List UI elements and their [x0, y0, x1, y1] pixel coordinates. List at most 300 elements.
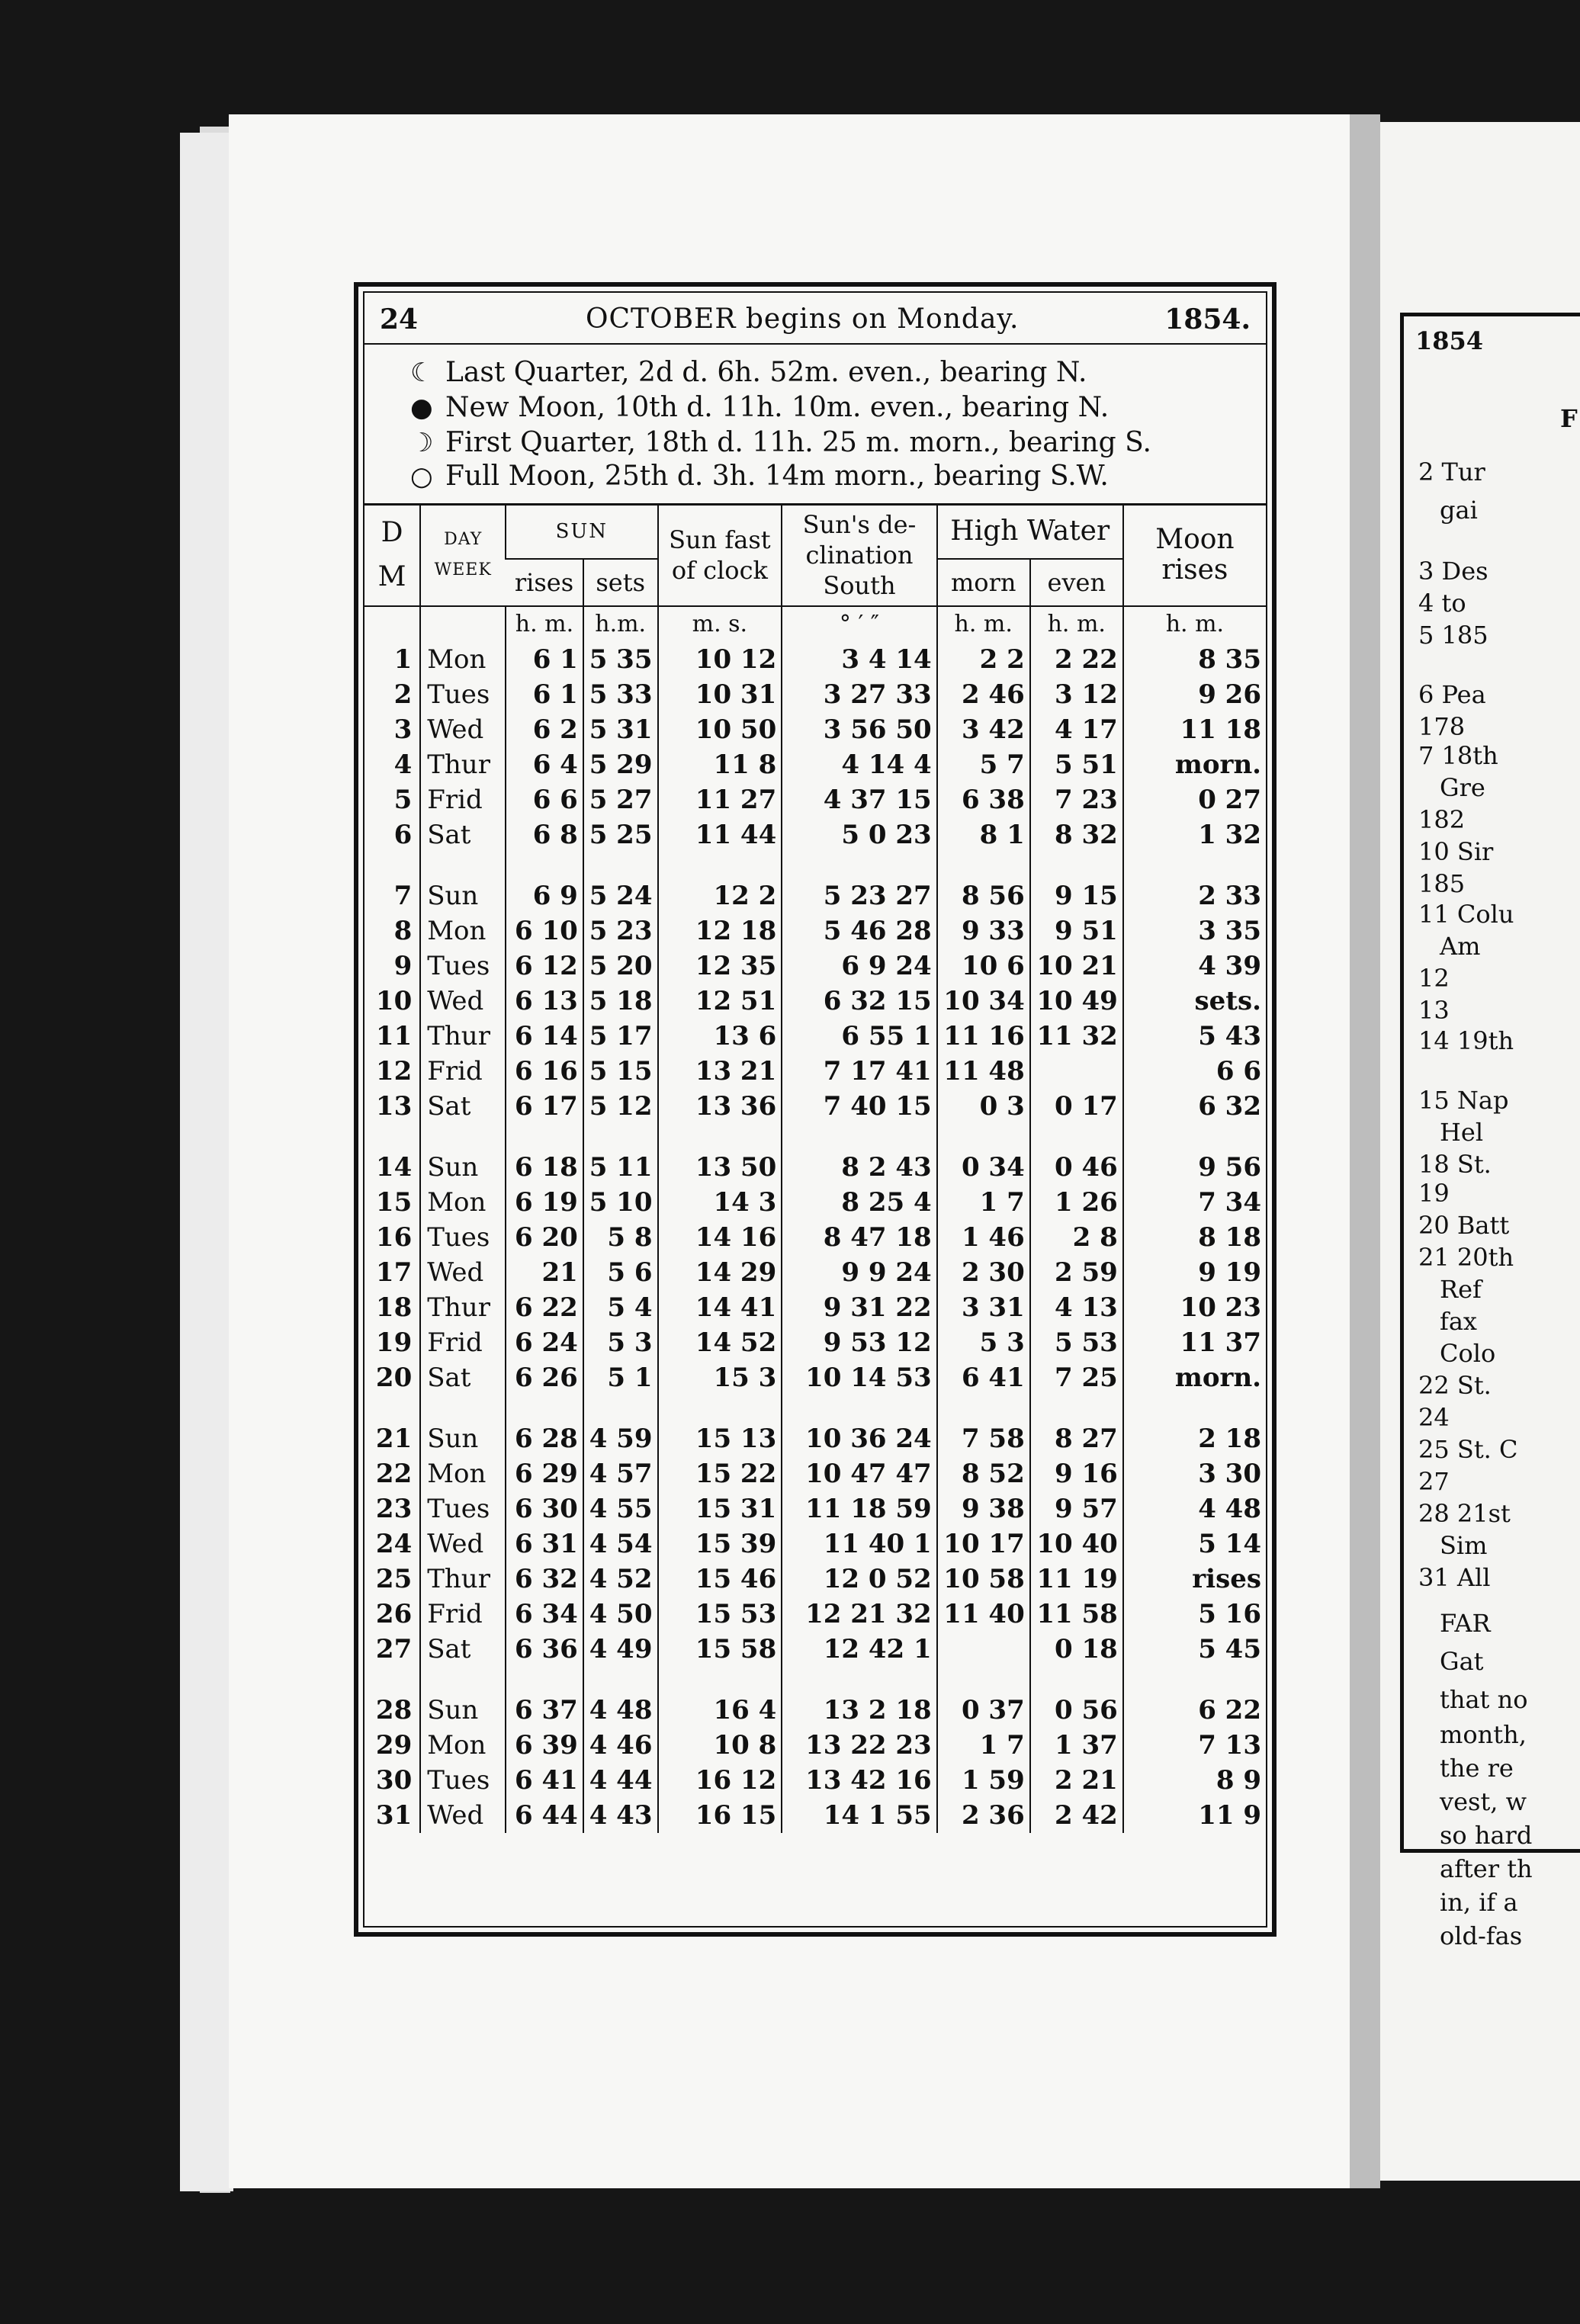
right-page-line: 27 [1418, 1467, 1450, 1496]
units-even: h. m. [1030, 606, 1123, 642]
sun-fast-cell: 11 8 [658, 747, 782, 782]
moon-rises-cell: 9 26 [1123, 677, 1266, 712]
right-page-line: so hard [1440, 1821, 1533, 1850]
col-moon-rises-header: Moon rises [1123, 505, 1266, 606]
gap-cell [420, 1124, 506, 1150]
table-row [364, 747, 1266, 782]
moon-rises-cell: 5 14 [1123, 1526, 1266, 1562]
sun-rises-cell: 21 [506, 1255, 583, 1290]
declination-cell: 6 55 1 [782, 1019, 936, 1054]
gap-cell [937, 1124, 1030, 1150]
day-of-month-cell: 4 [393, 750, 413, 780]
day-of-week-cell: Tues [420, 677, 506, 712]
sun-fast-cell: 13 50 [658, 1150, 782, 1185]
day-of-week-cell: Mon [420, 1456, 506, 1491]
right-page-line: 15 Nap [1418, 1086, 1509, 1115]
sun-rises-cell: 6 26 [506, 1360, 583, 1395]
day-of-week-cell: Mon [420, 1728, 506, 1763]
declination-cell: 9 31 22 [782, 1290, 936, 1325]
gap-cell [937, 1667, 1030, 1693]
sun-fast-cell: 16 4 [658, 1693, 782, 1728]
week-gap-row [364, 1667, 1266, 1693]
high-water-even-cell: 1 37 [1030, 1728, 1123, 1763]
gap-cell [658, 852, 782, 878]
day-of-week-cell: Sat [420, 1360, 506, 1395]
declination-cell: 12 42 1 [782, 1632, 936, 1667]
week-gap-row [364, 852, 1266, 878]
table-row [364, 949, 1266, 984]
declination-cell: 8 47 18 [782, 1220, 936, 1255]
moon-rises-cell: 11 37 [1123, 1325, 1266, 1360]
moon-rises-cell: 4 39 [1123, 949, 1266, 984]
sun-sets-cell: 5 12 [583, 1089, 658, 1124]
gap-cell [506, 1667, 583, 1693]
moon-rises-cell: 11 9 [1123, 1798, 1266, 1833]
sun-fast-cell: 14 52 [658, 1325, 782, 1360]
declination-cell: 4 37 15 [782, 782, 936, 817]
table-row [364, 1798, 1266, 1833]
table-row [364, 1421, 1266, 1456]
sun-fast-cell: 12 51 [658, 984, 782, 1019]
right-page-line: 11 Colu [1418, 900, 1514, 929]
high-water-even-cell: 2 21 [1030, 1763, 1123, 1798]
sun-rises-cell: 6 22 [506, 1290, 583, 1325]
table-row [364, 1290, 1266, 1325]
high-water-even-cell: 1 26 [1030, 1185, 1123, 1220]
table-row [364, 817, 1266, 852]
high-water-morn-cell: 3 31 [937, 1290, 1030, 1325]
high-water-morn-cell: 8 1 [937, 817, 1030, 852]
table-row [364, 677, 1266, 712]
sun-fast-cell: 12 18 [658, 913, 782, 949]
page-number: 24 [380, 303, 419, 335]
right-page-line: fax [1440, 1307, 1477, 1336]
high-water-morn-cell: 9 33 [937, 913, 1030, 949]
moon-phases [364, 345, 1266, 506]
gap-cell [782, 852, 936, 878]
sun-fast-cell: 16 15 [658, 1798, 782, 1833]
high-water-even-cell: 9 57 [1030, 1491, 1123, 1526]
right-page-line: 19 [1418, 1179, 1450, 1208]
declination-cell: 3 56 50 [782, 712, 936, 747]
gap-cell [506, 1124, 583, 1150]
sun-sets-cell: 5 4 [583, 1290, 658, 1325]
day-of-week-cell: Thur [420, 1290, 506, 1325]
gap-cell [782, 1395, 936, 1421]
gap-cell [506, 1395, 583, 1421]
sun-fast-cell: 14 16 [658, 1220, 782, 1255]
day-of-week-cell: Sat [420, 1632, 506, 1667]
day-of-month-cell: 22 [375, 1459, 413, 1489]
gap-cell [364, 1395, 420, 1421]
sun-sets-cell: 5 35 [583, 642, 658, 677]
table-row [364, 1185, 1266, 1220]
declination-cell: 13 2 18 [782, 1693, 936, 1728]
moon-rises-cell: 9 56 [1123, 1150, 1266, 1185]
gap-cell [658, 1667, 782, 1693]
day-of-month-cell: 8 [393, 916, 413, 946]
day-of-month-cell: 15 [375, 1187, 413, 1218]
day-of-week-cell: Frid [420, 782, 506, 817]
phase-text: Last Quarter, 2d d. 6h. 52m. even., bearing N. [445, 357, 1087, 388]
right-page-line: 14 19th [1418, 1026, 1514, 1055]
high-water-even-cell: 8 32 [1030, 817, 1123, 852]
sun-fast-cell: 14 29 [658, 1255, 782, 1290]
high-water-even-cell: 2 42 [1030, 1798, 1123, 1833]
phase-first-quarter [410, 427, 1151, 465]
declination-cell: 3 27 33 [782, 677, 936, 712]
high-water-morn-cell: 1 7 [937, 1185, 1030, 1220]
page-header [364, 293, 1266, 345]
sun-fast-cell: 13 36 [658, 1089, 782, 1124]
day-of-month-cell: 1 [393, 644, 413, 675]
declination-cell: 13 42 16 [782, 1763, 936, 1798]
phase-full-moon [410, 461, 1109, 499]
gap-cell [364, 852, 420, 878]
declination-cell: 9 53 12 [782, 1325, 936, 1360]
sun-rises-cell: 6 13 [506, 984, 583, 1019]
page-edge [180, 133, 233, 2191]
gap-cell [420, 1667, 506, 1693]
high-water-morn-cell: 0 37 [937, 1693, 1030, 1728]
month-title: OCTOBER begins on Monday. [586, 303, 1020, 335]
high-water-morn-cell: 0 34 [937, 1150, 1030, 1185]
right-page-line: 22 St. [1418, 1371, 1492, 1400]
sun-fast-cell: 13 6 [658, 1019, 782, 1054]
declination-cell: 12 21 32 [782, 1597, 936, 1632]
sun-fast-cell: 12 2 [658, 878, 782, 913]
high-water-even-cell: 5 53 [1030, 1325, 1123, 1360]
day-of-week-cell: Mon [420, 642, 506, 677]
declination-cell: 13 22 23 [782, 1728, 936, 1763]
right-page-line: Sim [1440, 1531, 1488, 1560]
day-of-month-cell: 23 [375, 1494, 413, 1524]
high-water-morn-cell: 1 59 [937, 1763, 1030, 1798]
gap-cell [364, 1124, 420, 1150]
declination-cell: 10 14 53 [782, 1360, 936, 1395]
day-of-week-cell: Sat [420, 817, 506, 852]
sun-fast-cell: 15 13 [658, 1421, 782, 1456]
table-row [364, 642, 1266, 677]
high-water-morn-cell: 10 6 [937, 949, 1030, 984]
day-of-month-cell: 19 [375, 1327, 413, 1358]
gap-cell [583, 1124, 658, 1150]
right-page-line: 25 St. C [1418, 1435, 1518, 1464]
day-of-week-cell: Tues [420, 1763, 506, 1798]
high-water-even-cell: 0 46 [1030, 1150, 1123, 1185]
day-of-week-cell: Sun [420, 1150, 506, 1185]
moon-rises-cell: 8 9 [1123, 1763, 1266, 1798]
right-page-line: 4 to [1418, 589, 1466, 618]
sun-rises-cell: 6 34 [506, 1597, 583, 1632]
day-of-month-cell: 21 [375, 1424, 413, 1454]
sun-sets-cell: 5 20 [583, 949, 658, 984]
sun-fast-cell: 15 22 [658, 1456, 782, 1491]
day-of-week-cell: Sun [420, 1693, 506, 1728]
sun-fast-cell: 14 41 [658, 1290, 782, 1325]
high-water-morn-cell: 6 38 [937, 782, 1030, 817]
sun-rises-cell: 6 12 [506, 949, 583, 984]
sun-rises-cell: 6 17 [506, 1089, 583, 1124]
moon-rises-cell: 2 18 [1123, 1421, 1266, 1456]
high-water-even-cell: 2 8 [1030, 1220, 1123, 1255]
day-of-month-cell: 25 [375, 1564, 413, 1594]
day-of-month-cell: 16 [375, 1222, 413, 1253]
units-row [364, 606, 1266, 642]
sun-rises-cell: 6 1 [506, 642, 583, 677]
phase-text: First Quarter, 18th d. 11h. 25 m. morn., bearing S. [445, 427, 1151, 458]
sun-sets-cell: 4 49 [583, 1632, 658, 1667]
high-water-morn-cell: 0 3 [937, 1089, 1030, 1124]
col-d-m-header [364, 505, 420, 606]
high-water-morn-cell: 1 46 [937, 1220, 1030, 1255]
high-water-even-cell: 10 40 [1030, 1526, 1123, 1562]
sun-rises-cell: 6 24 [506, 1325, 583, 1360]
table-row [364, 1220, 1266, 1255]
gap-cell [1123, 1667, 1266, 1693]
phase-text: Full Moon, 25th d. 3h. 14m morn., bearing S.W. [445, 461, 1109, 492]
declination-cell: 11 18 59 [782, 1491, 936, 1526]
table-row [364, 712, 1266, 747]
moon-rises-cell: 6 22 [1123, 1693, 1266, 1728]
day-of-week-cell: Wed [420, 712, 506, 747]
sun-sets-cell: 5 23 [583, 913, 658, 949]
units-fast: m. s. [658, 606, 782, 642]
col-sun-fast-header: Sun fast of clock [658, 505, 782, 606]
right-page-line: 178 [1418, 712, 1466, 741]
high-water-morn-cell: 5 3 [937, 1325, 1030, 1360]
high-water-even-cell: 0 56 [1030, 1693, 1123, 1728]
table-row [364, 1728, 1266, 1763]
day-of-month-cell: 13 [375, 1091, 413, 1122]
sun-sets-cell: 5 3 [583, 1325, 658, 1360]
sun-sets-cell: 5 6 [583, 1255, 658, 1290]
day-of-week-cell: Wed [420, 984, 506, 1019]
declination-cell: 12 0 52 [782, 1562, 936, 1597]
right-page-line: Hel [1440, 1118, 1484, 1147]
sun-sets-cell: 4 52 [583, 1562, 658, 1597]
almanac-table-frame [354, 282, 1277, 1937]
day-of-week-cell: Wed [420, 1798, 506, 1833]
day-of-week-cell: Frid [420, 1054, 506, 1089]
gap-cell [937, 852, 1030, 878]
right-page-heading: F [1560, 404, 1578, 433]
high-water-morn-cell: 5 7 [937, 747, 1030, 782]
day-of-month-cell: 20 [375, 1363, 413, 1393]
book-gutter [1350, 114, 1380, 2188]
table-row [364, 1054, 1266, 1089]
right-page-line: 2 Tur [1418, 457, 1485, 486]
sun-fast-cell: 16 12 [658, 1763, 782, 1798]
declination-cell: 5 46 28 [782, 913, 936, 949]
moon-rises-cell: morn. [1123, 747, 1266, 782]
high-water-morn-cell [937, 1632, 1030, 1667]
gap-cell [1123, 1395, 1266, 1421]
right-page-line: Colo [1440, 1339, 1496, 1368]
moon-rises-cell: 7 13 [1123, 1728, 1266, 1763]
table-row [364, 1632, 1266, 1667]
sun-sets-cell: 5 27 [583, 782, 658, 817]
sun-fast-cell: 15 39 [658, 1526, 782, 1562]
high-water-even-cell: 8 27 [1030, 1421, 1123, 1456]
moon-rises-cell: 7 34 [1123, 1185, 1266, 1220]
declination-cell: 7 40 15 [782, 1089, 936, 1124]
first-quarter-moon-icon: ☽ [410, 428, 434, 458]
high-water-even-cell: 4 13 [1030, 1290, 1123, 1325]
table-row [364, 782, 1266, 817]
high-water-morn-cell: 3 42 [937, 712, 1030, 747]
right-page-line: Gat [1440, 1647, 1484, 1676]
day-of-week-cell: Thur [420, 1019, 506, 1054]
high-water-morn-cell: 7 58 [937, 1421, 1030, 1456]
high-water-morn-cell: 2 30 [937, 1255, 1030, 1290]
gap-cell [506, 852, 583, 878]
right-page-line: in, if a [1440, 1888, 1518, 1917]
sun-rises-cell: 6 16 [506, 1054, 583, 1089]
sun-sets-cell: 5 15 [583, 1054, 658, 1089]
sun-rises-cell: 6 9 [506, 878, 583, 913]
sun-sets-cell: 5 8 [583, 1220, 658, 1255]
right-page-line: 10 Sir [1418, 837, 1494, 866]
gap-cell [658, 1124, 782, 1150]
moon-rises-cell: 6 32 [1123, 1089, 1266, 1124]
high-water-even-cell: 0 18 [1030, 1632, 1123, 1667]
declination-cell: 8 25 4 [782, 1185, 936, 1220]
gap-cell [1030, 1667, 1123, 1693]
high-water-even-cell: 0 17 [1030, 1089, 1123, 1124]
right-page-line: that no [1440, 1685, 1528, 1714]
right-page-line: FAR [1440, 1609, 1491, 1638]
declination-cell: 4 14 4 [782, 747, 936, 782]
declination-cell: 6 32 15 [782, 984, 936, 1019]
high-water-morn-cell: 10 58 [937, 1562, 1030, 1597]
sun-sets-cell: 4 55 [583, 1491, 658, 1526]
high-water-even-cell [1030, 1054, 1123, 1089]
sun-rises-cell: 6 2 [506, 712, 583, 747]
sun-sets-cell: 4 43 [583, 1798, 658, 1833]
day-of-week-cell: Frid [420, 1325, 506, 1360]
moon-rises-cell: 10 23 [1123, 1290, 1266, 1325]
day-of-month-cell: 3 [393, 714, 413, 745]
right-page-line: after th [1440, 1854, 1533, 1883]
right-page [1380, 122, 1580, 2181]
table-row [364, 1019, 1266, 1054]
units-cell [364, 606, 420, 642]
high-water-morn-cell: 2 2 [937, 642, 1030, 677]
day-of-week-cell: Sun [420, 878, 506, 913]
sun-sets-cell: 5 10 [583, 1185, 658, 1220]
sun-sets-cell: 4 54 [583, 1526, 658, 1562]
table-row [364, 1693, 1266, 1728]
right-page-line: Gre [1440, 773, 1485, 802]
table-row [364, 984, 1266, 1019]
day-of-week-cell: Mon [420, 1185, 506, 1220]
right-page-line: 24 [1418, 1403, 1450, 1432]
col-declination-header: Sun's de- clination South [782, 505, 936, 606]
declination-cell: 10 36 24 [782, 1421, 936, 1456]
col-rises-header: rises [506, 559, 583, 606]
day-of-month-cell: 17 [375, 1257, 413, 1288]
day-of-month-cell: 10 [375, 986, 413, 1016]
right-page-line: 7 18th [1418, 741, 1498, 770]
right-page-line: 5 185 [1418, 621, 1488, 650]
moon-rises-cell: 6 6 [1123, 1054, 1266, 1089]
units-moon: h. m. [1123, 606, 1266, 642]
high-water-even-cell: 11 32 [1030, 1019, 1123, 1054]
table-row [364, 1150, 1266, 1185]
sun-rises-cell: 6 8 [506, 817, 583, 852]
high-water-even-cell: 5 51 [1030, 747, 1123, 782]
day-of-week-cell: Mon [420, 913, 506, 949]
full-moon-icon: ○ [410, 461, 433, 492]
day-of-month-cell: 26 [375, 1599, 413, 1629]
week-gap-row [364, 1124, 1266, 1150]
declination-cell: 9 9 24 [782, 1255, 936, 1290]
sun-sets-cell: 4 50 [583, 1597, 658, 1632]
day-of-month-cell: 7 [393, 881, 413, 911]
sun-rises-cell: 6 36 [506, 1632, 583, 1667]
high-water-even-cell: 4 17 [1030, 712, 1123, 747]
moon-rises-cell: 8 35 [1123, 642, 1266, 677]
high-water-even-cell: 10 21 [1030, 949, 1123, 984]
moon-rises-cell: 3 30 [1123, 1456, 1266, 1491]
sun-rises-cell: 6 6 [506, 782, 583, 817]
sun-fast-cell: 11 44 [658, 817, 782, 852]
gap-cell [937, 1395, 1030, 1421]
sun-rises-cell: 6 4 [506, 747, 583, 782]
sun-sets-cell: 5 33 [583, 677, 658, 712]
high-water-morn-cell: 10 34 [937, 984, 1030, 1019]
right-page-line: 185 [1418, 869, 1466, 898]
right-page-line: 31 All [1418, 1563, 1491, 1592]
high-water-morn-cell: 6 41 [937, 1360, 1030, 1395]
day-of-week-cell: Thur [420, 747, 506, 782]
gap-cell [782, 1124, 936, 1150]
gap-cell [1123, 852, 1266, 878]
table-row [364, 1360, 1266, 1395]
sun-fast-cell: 15 53 [658, 1597, 782, 1632]
gap-cell [1123, 1124, 1266, 1150]
moon-rises-cell: morn. [1123, 1360, 1266, 1395]
units-rises: h. m. [506, 606, 583, 642]
moon-rises-cell: 5 45 [1123, 1632, 1266, 1667]
moon-rises-cell: rises [1123, 1562, 1266, 1597]
gap-cell [420, 1395, 506, 1421]
sun-sets-cell: 4 57 [583, 1456, 658, 1491]
right-page-line: vest, w [1440, 1787, 1527, 1816]
day-of-week-cell: Frid [420, 1597, 506, 1632]
sun-fast-cell: 15 3 [658, 1360, 782, 1395]
table-row [364, 1597, 1266, 1632]
declination-cell: 5 0 23 [782, 817, 936, 852]
high-water-even-cell: 3 12 [1030, 677, 1123, 712]
day-of-month-cell: 2 [393, 679, 413, 710]
day-of-week-cell: Tues [420, 949, 506, 984]
day-of-month-cell: 24 [375, 1529, 413, 1559]
new-moon-icon: ● [410, 393, 433, 423]
right-page-year: 1854 [1415, 326, 1484, 355]
declination-cell: 8 2 43 [782, 1150, 936, 1185]
high-water-morn-cell: 2 36 [937, 1798, 1030, 1833]
declination-cell: 5 23 27 [782, 878, 936, 913]
col-even-header: even [1030, 559, 1123, 606]
gap-cell [583, 1667, 658, 1693]
gap-cell [1030, 852, 1123, 878]
high-water-even-cell: 2 22 [1030, 642, 1123, 677]
day-of-month-cell: 27 [375, 1634, 413, 1664]
sun-rises-cell: 6 41 [506, 1763, 583, 1798]
sun-rises-cell: 6 29 [506, 1456, 583, 1491]
